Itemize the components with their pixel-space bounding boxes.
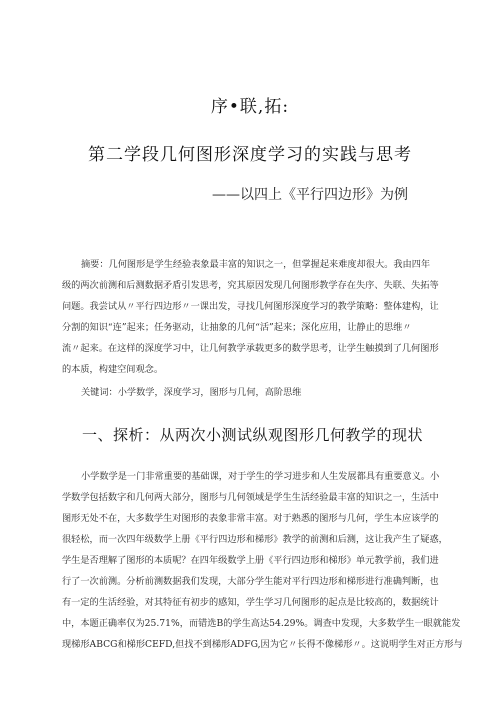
- body-line: 有一定的生活经验，对其特征有初步的感知，学生学习几何图形的起点是比较高的，数据统计: [62, 597, 439, 608]
- body-line: 行了一次前测。分析前测数据我们发现，大部分学生能对平行四边形和梯形进行准确判断，也: [62, 576, 439, 587]
- section-heading: 一、探析：从两次小测试纵观图形几何教学的现状: [82, 426, 424, 444]
- keywords-line: 关键词：小学数学，深度学习，图形与几何，高阶思维: [81, 387, 302, 398]
- abstract-line: 分割的知识“连”起来；任务驱动，让抽象的几何“活”起来；深化应用，让静止的思维〃: [62, 322, 412, 333]
- body-line: 很轻松，而一次四年级数学上册《平行四边形和梯形》教学的前测和后测，这让我产生了疑惑，: [62, 534, 448, 545]
- body-line: 学生是否理解了图形的本质呢？在四年级数学上册《平行四边形和梯形》单元教学前，我们进: [62, 555, 439, 566]
- abstract-line: 流〃起来。在这样的深度学习中，让几何教学承载更多的数学思考，让学生触摸到了几何图形: [62, 343, 439, 354]
- body-line: 小学数学是一门非常重要的基础课，对于学生的学习进步和人生发展都具有重要意义。小: [81, 471, 440, 482]
- abstract-line: 级的两次前测和后测数据矛盾引发思考，究其原因发现几何图形教学存在失序、失联、失拓等: [62, 280, 439, 291]
- document-subtitle: 第二学段几何图形深度学习的实践与思考: [88, 145, 412, 165]
- body-line: 中，本题正确率仅为25.71%，而错选B的学生高达54.29%。调查中发现，大多数学生一眼就能发: [62, 618, 461, 629]
- abstract-paragraph: [62, 254, 464, 380]
- document-title: 序•联,拓:: [210, 97, 290, 117]
- abstract-line: 的本质，构建空间观念。: [62, 364, 164, 375]
- body-paragraph: [62, 466, 464, 655]
- abstract-line: 问题。我尝试从〃平行四边形〃一课出发，寻找几何图形深度学习的教学策略：整体建构，让: [62, 301, 439, 312]
- body-line: 图形无处不在，大多数学生对图形的表象非常丰富。对于熟悉的图形与几何，学生本应该学的: [62, 513, 439, 524]
- abstract-line: 摘要：几何图形是学生经验表象最丰富的知识之一，但掌握起来难度却很大。我由四年: [81, 259, 431, 270]
- document-subtitle-example: ——以四上《平行四边形》为例: [212, 187, 408, 203]
- body-line: 学数学包括数字和几何两大部分，图形与几何领域是学生生活经验最丰富的知识之一，生活中: [62, 492, 439, 503]
- body-line: 现梯形ABCG和梯形CEFD,但找不到梯形ADFG,因为它〃长得不像梯形〃。这说明学生对正方形与: [62, 639, 463, 650]
